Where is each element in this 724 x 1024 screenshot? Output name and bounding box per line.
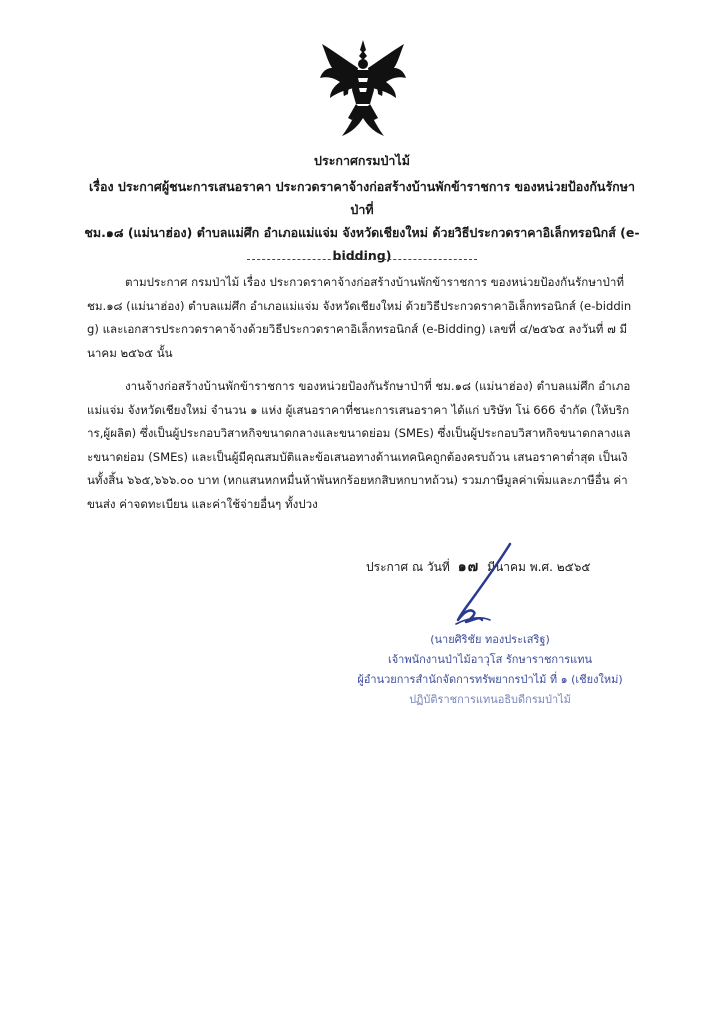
divider-line — [247, 259, 477, 260]
date-day-handwritten: ๑๗ — [457, 559, 480, 575]
agency-title: ประกาศกรมป่าไม้ — [314, 153, 410, 168]
date-prefix: ประกาศ ณ วันที่ — [366, 560, 450, 574]
signature-block — [310, 630, 670, 710]
subject-line: bidding) — [332, 248, 392, 263]
signatory-position: ผู้อำนวยการสำนักจัดการทรัพยากรป่าไม้ ที่ ๑ (เชียงใหม่) — [357, 673, 623, 686]
signatory-position: ปฏิบัติราชการแทนอธิบดีกรมป่าไม้ — [409, 693, 571, 706]
subject-line: เรื่อง ประกาศผู้ชนะการเสนอราคา ประกวดราคาจ้างก่อสร้างบ้านพักข้าราชการ ของหน่วยป้องกันรักษาป่าที่ — [88, 179, 635, 217]
subject-line: ชม.๑๘ (แม่นาฮ่อง) ตำบลแม่ศึก อำเภอแม่แจ่ม จังหวัดเชียงใหม่ ด้วยวิธีประกวดราคาอิเล็กทรอนิกส์ (e- — [84, 225, 640, 240]
garuda-emblem-icon — [318, 38, 408, 138]
body-paragraph-award: งานจ้างก่อสร้างบ้านพักข้าราชการ ของหน่วยป้องกันรักษาป่าที่ ชม.๑๘ (แม่นาฮ่อง) ตำบลแม่ศึก อำเภอแม่แจ่ม จังหวัดเชียงใหม่ จำนวน ๑ แห่ง ผู้เสนอราคาที่ชนะการเสนอราคา ได้แก่ บริษัท โน่ 666 จำกัด (ให้บริการ,ผู้ผลิต) ซึ่งเป็นผู้ประกอบวิสาหกิจขนาดกลางและขนาดย่อม (SMEs) ซึ่งเป็นผู้ประกอบวิสาหกิจขนาดกลางและขนาดย่อม (SMEs) และเป็นผู้มีคุณสมบัติและข้อเสนอทางด้านเทคนิคถูกต้องครบถ้วน เสนอราคาต่ำสุด เป็นเงินทั้งสิ้น ๖๖๕,๖๖๖.๐๐ บาท (หกแสนหกหมื่นห้าพันหกร้อยหกสิบหกบาทถ้วน) รวมภาษีมูลค่าเพิ่มและภาษีอื่น ค่าขนส่ง ค่าจดทะเบียน และค่าใช้จ่ายอื่นๆ ทั้งปวง — [87, 379, 631, 511]
date-suffix: มีนาคม พ.ศ. ๒๕๖๕ — [487, 560, 591, 574]
handwritten-signature-icon — [430, 540, 540, 640]
body-paragraph-reference: ตามประกาศ กรมป่าไม้ เรื่อง ประกวดราคาจ้างก่อสร้างบ้านพักข้าราชการ ของหน่วยป้องกันรักษาป่าที่ ชม.๑๘ (แม่นาฮ่อง) ตำบลแม่ศึก อำเภอแม่แจ่ม จังหวัดเชียงใหม่ ด้วยวิธีประกวดราคาอิเล็กทรอนิกส์ (e-bidding) และเอกสารประกวดราคาจ้างด้วยวิธีประกวดราคาอิเล็กทรอนิกส์ (e-Bidding) เลขที่ ๔/๒๕๖๕ ลงวันที่ ๗ มีนาคม ๒๕๖๕ นั้น — [87, 275, 632, 360]
signatory-position: เจ้าพนักงานป่าไม้อาวุโส รักษาราชการแทน — [387, 653, 593, 666]
subject-heading — [82, 175, 642, 267]
signatory-name: (นายศิริชัย ทองประเสริฐ) — [430, 633, 550, 646]
